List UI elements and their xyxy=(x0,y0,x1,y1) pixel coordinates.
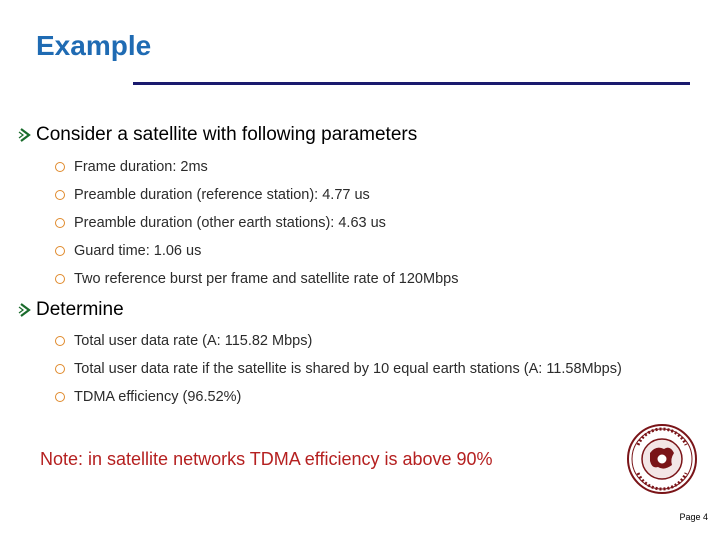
circle-bullet-icon xyxy=(55,162,65,172)
list-item-text: Guard time: 1.06 us xyxy=(74,243,202,259)
title-underline xyxy=(133,82,690,85)
circle-bullet-icon xyxy=(55,392,65,402)
circle-bullet-icon xyxy=(55,336,65,346)
slide-title: Example xyxy=(36,30,152,61)
section-heading-parameters xyxy=(18,124,417,146)
list-item-text: Total user data rate if the satellite is shared by 10 equal earth stations (A: 11.58Mbps) xyxy=(74,361,622,377)
note-text: Note: in satellite networks TDMA efficiency is above 90% xyxy=(40,449,493,469)
list-item xyxy=(55,361,622,377)
list-item xyxy=(55,215,386,231)
list-item-text: TDMA efficiency (96.52%) xyxy=(74,389,242,405)
arrow-bullet-icon xyxy=(18,303,32,317)
list-item-text: Total user data rate (A: 115.82 Mbps) xyxy=(74,333,313,349)
section-heading-determine xyxy=(18,299,124,321)
list-item-text: Frame duration: 2ms xyxy=(74,159,208,175)
list-item-text: Preamble duration (other earth stations): 4.63 us xyxy=(74,215,386,231)
list-item-text: Two reference burst per frame and satellite rate of 120Mbps xyxy=(74,271,459,287)
list-item xyxy=(55,243,201,259)
arrow-bullet-icon xyxy=(18,128,32,142)
list-item xyxy=(55,271,458,287)
list-item-text: Preamble duration (reference station): 4.77 us xyxy=(74,187,370,203)
circle-bullet-icon xyxy=(55,364,65,374)
list-item xyxy=(55,333,312,349)
circle-bullet-icon xyxy=(55,218,65,228)
circle-bullet-icon xyxy=(55,246,65,256)
list-item xyxy=(55,159,208,175)
section-heading-text: Determine xyxy=(36,299,124,320)
section-heading-text: Consider a satellite with following parameters xyxy=(36,124,418,145)
list-item xyxy=(55,389,241,405)
circle-bullet-icon xyxy=(55,190,65,200)
page-number: Page 4 xyxy=(679,512,708,522)
circle-bullet-icon xyxy=(55,274,65,284)
university-seal-logo xyxy=(626,423,698,495)
list-item xyxy=(55,187,370,203)
